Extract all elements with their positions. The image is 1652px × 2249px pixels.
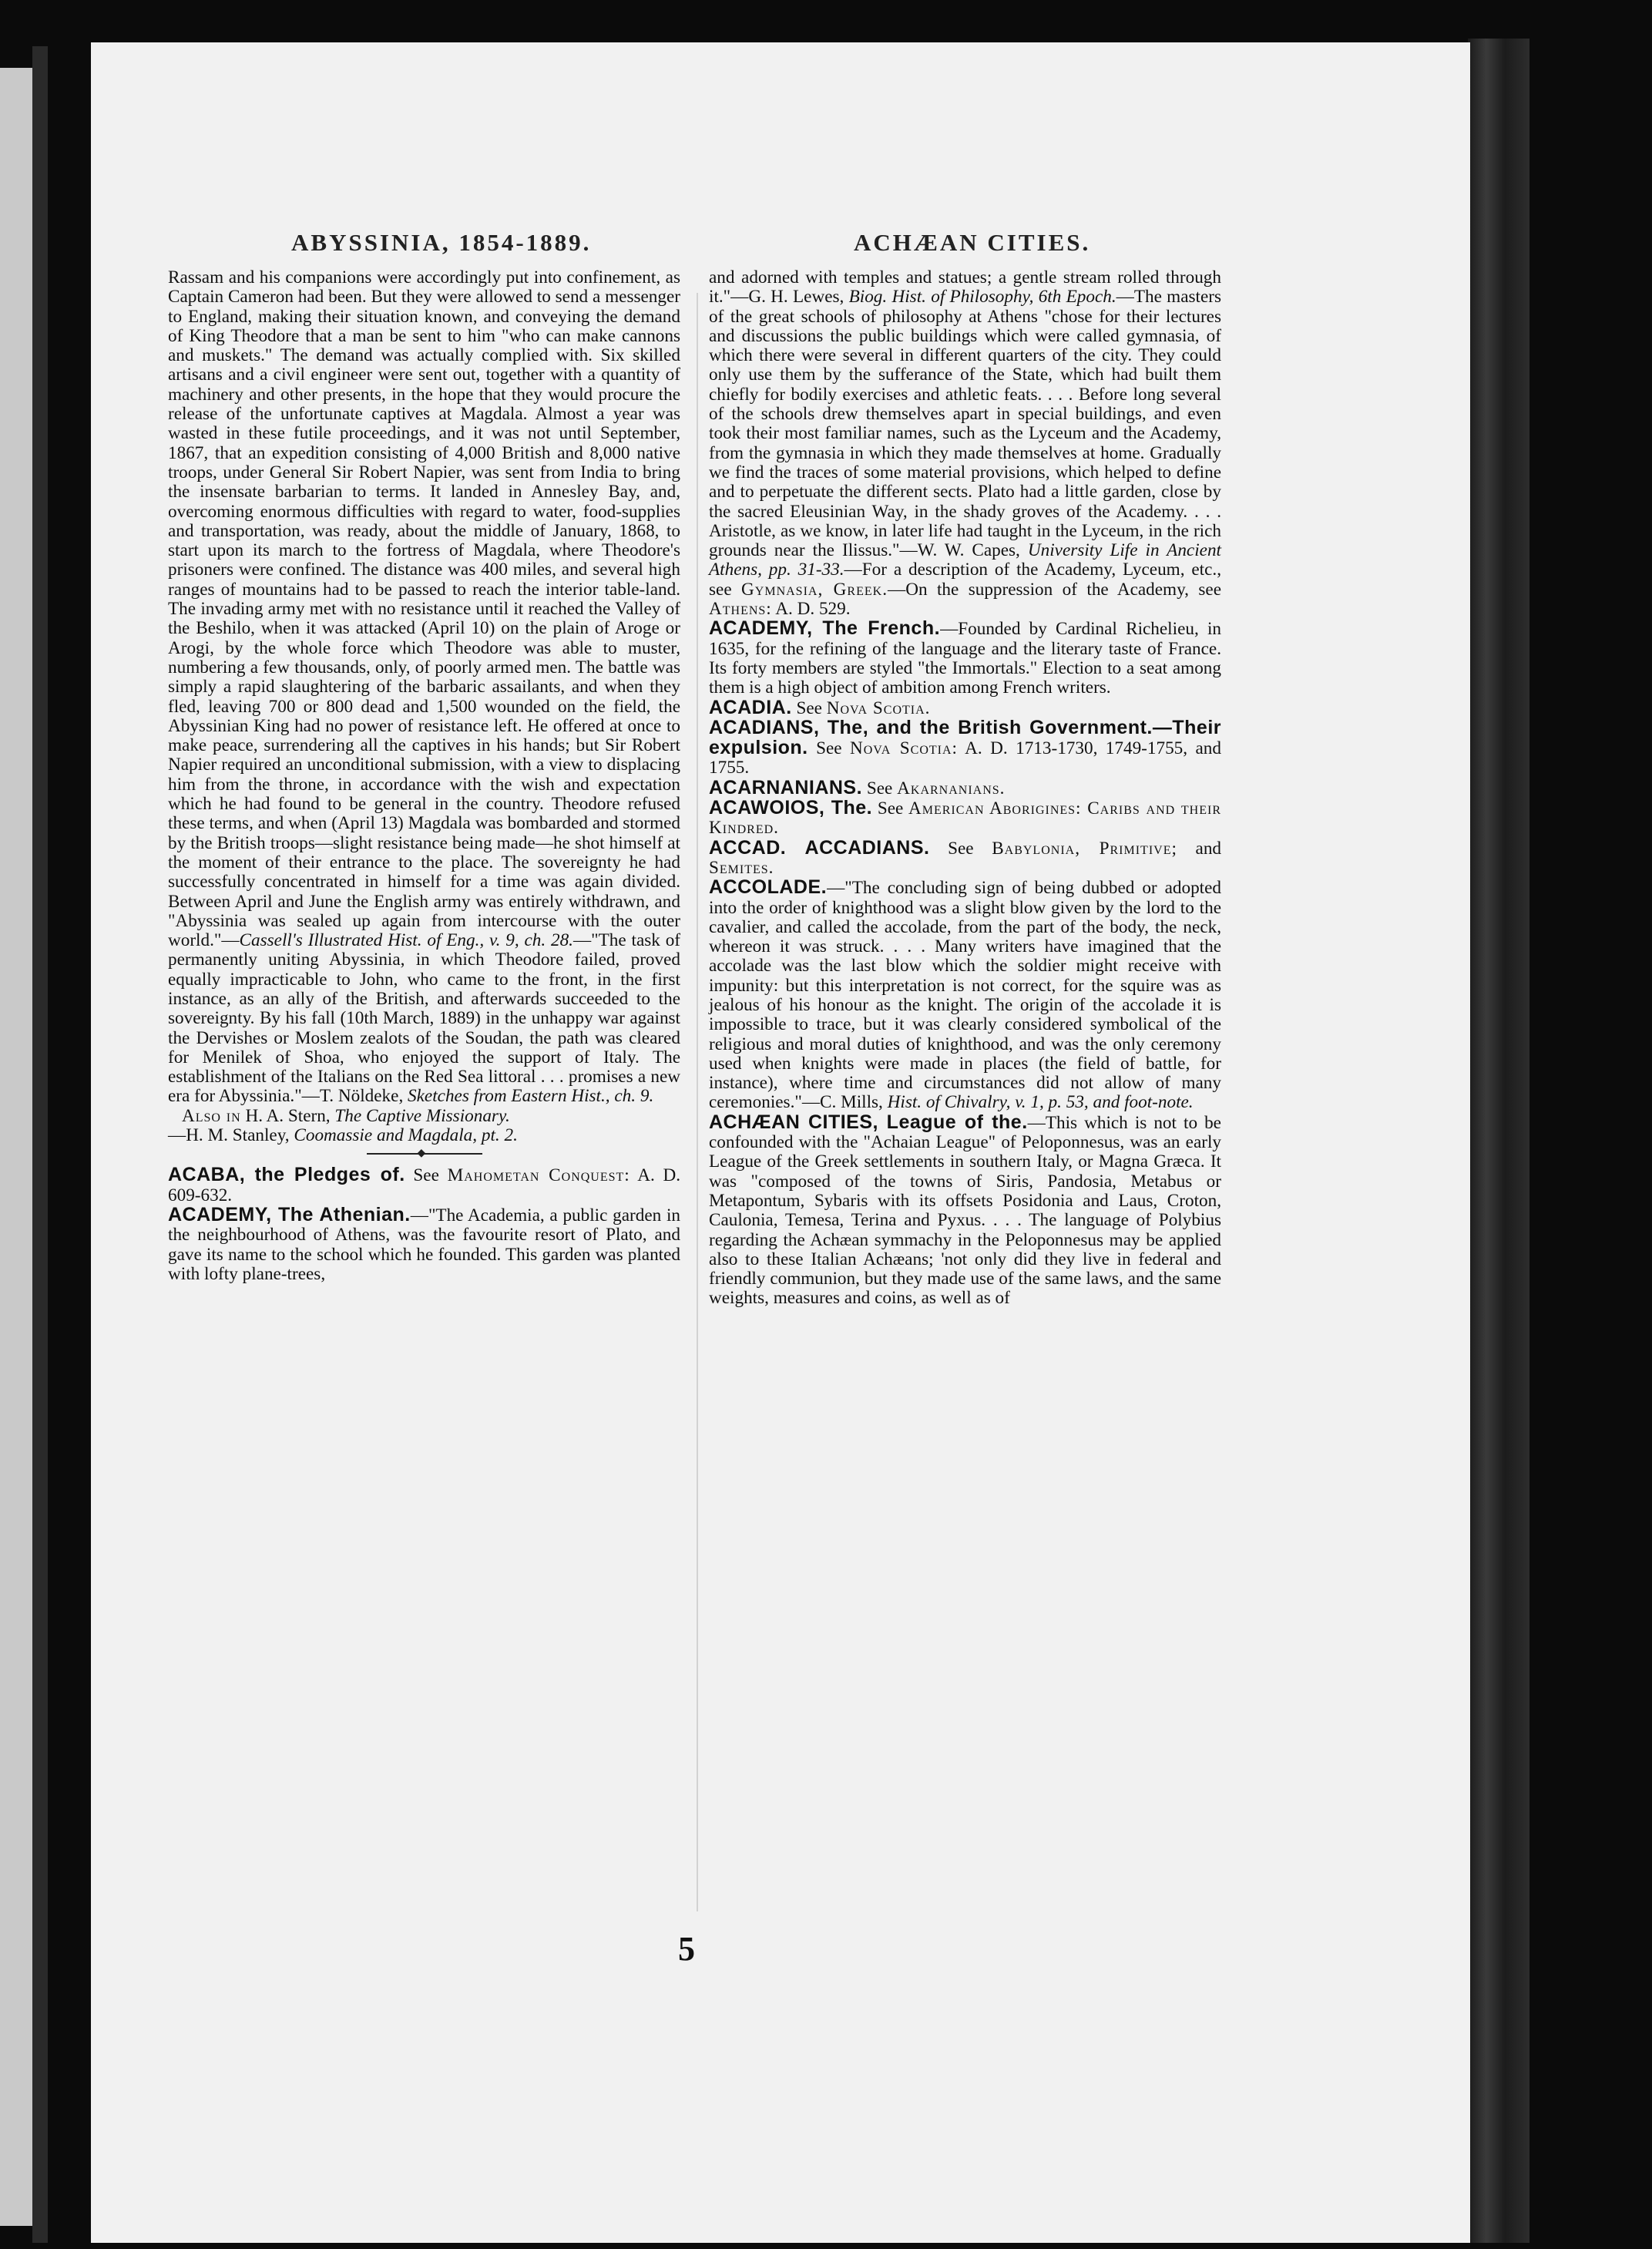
cross-reference: Semites.: [709, 857, 774, 878]
see-label: See: [866, 778, 893, 798]
see-label: See: [877, 798, 904, 819]
author: H. A. Stern,: [245, 1105, 331, 1126]
binding-shadow: [32, 46, 48, 2243]
also-in-reference-2: [168, 1126, 680, 1145]
abyssinia-paragraph: [168, 268, 680, 1107]
entry-acawoios: [709, 798, 1221, 839]
entry-text: —"The Academia, a public garden in the neighbourhood of Athens, was the favourite resort of Plato, and gave its name to the school which he founded. This garden was planted with lofty plane-trees,: [168, 1205, 680, 1284]
entry-acadians: [709, 718, 1221, 778]
entry-achaean-cities: [709, 1113, 1221, 1309]
cross-reference: Nova Scotia:: [850, 738, 958, 759]
entry-acaba: [168, 1165, 680, 1205]
citation: The Captive Missionary.: [334, 1105, 510, 1126]
paragraph-text: —The masters of the great schools of philosophy at Athens "chose for their lectures and discussions the public buildings which were called gymnasia, of which there were several in different quarters of the city. They could only use them by the sufferance of the State, which had built them chiefly for bodily exercises and athletic feats. . . . Before long several of the schools drew themselves apart in special buildings, and even took their most familiar names, such as the Lyceum and the Academy, from the gymnasia in which they made themselves at home. Gradually we find the traces of some material provisions, which helped to define and to perpetuate the different sects. Plato had a little garden, close by the sacred Eleusinian Way, in the shady groves of the Academy. . . . Aristotle, as we know, in later life had taught in the Lyceum, in the rich grounds near the Ilissus."—W. W. Capes,: [709, 287, 1221, 561]
date-reference: A. D. 609-632.: [168, 1165, 680, 1205]
paragraph-text: and adorned with temples and statues; a gentle stream rolled through it."—G. H. Lewes,: [709, 267, 1221, 308]
entry-headword: ACARNANIANS.: [709, 776, 863, 798]
date-reference: A. D. 529.: [775, 599, 851, 620]
paragraph-text: —"The task of permanently uniting Abyssinia, in which Theodore failed, proved equally impracticable to John, who came to the front, in the first instance, as an ally of the British, and afterwards succeeded to the sovereignty. By his fall (10th March, 1889) in the unhappy war against the Dervishes or Moslem zealots of the Soudan, the path was cleared for Menilek of Shoa, who enjoyed the support of Italy. The establishment of the Italians on the Red Sea littoral . . . promises a new era for Abyssinia."—T. Nöldeke,: [168, 930, 681, 1107]
citation: Biog. Hist. of Philosophy, 6th Epoch.: [848, 287, 1116, 308]
see-label: See: [796, 698, 822, 718]
date-reference: A. D. 1713-1730, 1749-1755, and 1755.: [709, 738, 1221, 778]
entry-accad: [709, 836, 1222, 879]
entry-headword: ACAWOIOS, The.: [709, 797, 873, 819]
cross-reference: Gymnasia, Greek.: [741, 579, 888, 600]
conjunction: and: [1195, 838, 1222, 859]
entry-headword: ACABA, the Pledges of.: [168, 1164, 405, 1186]
running-head-left: ABYSSINIA, 1854-1889.: [291, 229, 592, 256]
entry-text: —"The concluding sign of being dubbed or adopted into the order of knighthood was a slight blow given by the lord to the cavalier, and called the accolade, from the part of the body, the neck, whereon it was struck. . . . Many writers have imagined that the accolade was the last blow which the soldier might receive with impunity: but this interpretation is not correct, for the squire was as jealous of his honour as the knight. The origin of the accolade it is impossible to trace, but it was clearly considered symbolical of the religious and moral duties of knighthood, and was the only ceremony used when knights were made in places (the field of battle, for instance), where time and circumstances did not allow of many ceremonies."—C. Mills,: [709, 878, 1221, 1113]
entry-text: —Founded by Cardinal Richelieu, in 1635, for the refining of the language and the literary taste of France. Its forty members are styled "the Immortals." Election to a seat among them is a high object of ambition among French writers.: [709, 619, 1222, 698]
cross-reference: Athens:: [709, 599, 772, 620]
entry-acadia: [709, 698, 1221, 718]
cross-reference: American Aborigines: Caribs and their Kindred.: [709, 798, 1221, 839]
citation: Coomassie and Magdala, pt. 2.: [294, 1125, 518, 1146]
entry-headword: ACADEMY, The French.: [709, 617, 941, 640]
entry-headword: ACCOLADE.: [709, 876, 828, 899]
entry-headword: ACADIA.: [709, 696, 792, 718]
entry-acarnanians: [709, 778, 1221, 798]
author: —H. M. Stanley,: [168, 1125, 290, 1146]
academy-continued: [709, 268, 1221, 619]
column-rule: [697, 293, 698, 1911]
left-column: [168, 268, 680, 1284]
see-label: See: [413, 1165, 439, 1186]
see-label: See: [948, 838, 974, 859]
entry-academy-athenian: [168, 1205, 680, 1284]
book-edge: [1468, 39, 1529, 2243]
cross-reference: Akarnanians.: [897, 778, 1006, 798]
cross-reference: Mahometan Conquest:: [447, 1165, 630, 1186]
paragraph-text: Rassam and his companions were accordingly put into confinement, as Captain Cameron had been. But they were allowed to send a messenger to England, making their situation known, and conveying the demand of King Theodore that a man be sent to him "who can make cannons and muskets." The demand was actually complied with. Six skilled artisans and a civil engineer were sent out, together with a quantity of machinery and other presents, in the hope that they would procure the release of the unfortunate captives at Magdala. Almost a year was wasted in these futile proceedings, and it was not until September, 1867, that an expedition consisting of 4,000 British and 8,000 native troops, under General Sir Robert Napier, was sent from India to bring the insensate barbarian to terms. It landed in Annesley Bay, and, overcoming enormous difficulties with regard to water, food-supplies and transportation, was ready, about the middle of January, 1868, to start upon its march to the fortress of Magdala, where Theodore's prisoners were confined. The distance was 400 miles, and several high ranges of mountains had to be passed to reach the interior table-land. The invading army met with no resistance until it reached the Valley of the Beshilo, when it was attacked (April 10) on the plain of Aroge or Arogi, by the whole force which Theodore was able to muster, numbering a few thousands, only, of poorly armed men. The battle was simply a rapid slaughtering of the barbaric assailants, and when they fled, leaving 700 or 800 dead and 1,500 wounded on the field, the Abyssinian King had no power of resistance left. He offered at once to make peace, surrendering all the captives in his hands; but Sir Robert Napier required an unconditional submission, with a view to displacing him from the throne, in accordance with the wish and expectation which he had found to be general in the country. Theodore refused these terms, and when (April 13) Magdala was bombarded and stormed by the British troops—slight resistance being made—he shot himself at the moment of their entrance to the place. The sovereignty he had successfully concentrated in himself for a time was again divided. Between April and June the English army was entirely withdrawn, and "Abyssinia was sealed up again from intercourse with the outer world."—: [168, 267, 680, 951]
page-number: 5: [678, 1930, 695, 1968]
paragraph-text: —For a description of the Academy, Lyceum, etc., see: [709, 560, 1221, 600]
entry-headword: ACADIANS, The, and the British Government.—Their expulsion.: [709, 716, 1221, 759]
entry-headword: ACHÆAN CITIES, League of the.: [709, 1111, 1028, 1133]
entry-headword: ACCAD. ACCADIANS.: [709, 836, 930, 859]
citation: Cassell's Illustrated Hist. of Eng., v. 9, ch. 28.: [239, 930, 573, 951]
right-column: [709, 268, 1221, 1309]
running-head-right: ACHÆAN CITIES.: [854, 229, 1091, 256]
entry-text: —This which is not to be confounded with the "Achaian League" of Peloponnesus, was an early League of the Greek settlements in southern Italy, or Magna Græca. It was "composed of the towns of Siris, Pandosia, Metabus or Metapontum, Sybaris with its offsets Posidonia and Laus, Croton, Caulonia, Temesa, Terina and Pyxus. . . . The language of Polybius regarding the Achæan symmachy in the Peloponnesus may be applied also to these Italian Achæans; 'not only did they live in federal and friendly communion, but they made use of the same laws, and the same weights, measures and coins, as well as of: [709, 1112, 1221, 1309]
see-label: See: [816, 738, 842, 759]
cross-reference: Nova Scotia.: [826, 698, 931, 718]
also-in-reference: [168, 1107, 680, 1126]
paragraph-text: —On the suppression of the Academy, see: [888, 579, 1222, 600]
previous-page-edge: [0, 68, 32, 2226]
entry-accolade: [709, 878, 1221, 1113]
entry-headword: ACADEMY, The Athenian.: [168, 1203, 411, 1225]
citation: Hist. of Chivalry, v. 1, p. 53, and foot-note.: [887, 1092, 1194, 1113]
section-divider: [367, 1153, 482, 1162]
also-in-label: Also in: [182, 1105, 241, 1126]
entry-academy-french: [709, 619, 1221, 698]
citation: University Life in Ancient Athens, pp. 31-33.: [709, 540, 1221, 580]
cross-reference: Babylonia, Primitive;: [992, 838, 1177, 859]
citation: Sketches from Eastern Hist., ch. 9.: [408, 1086, 654, 1107]
